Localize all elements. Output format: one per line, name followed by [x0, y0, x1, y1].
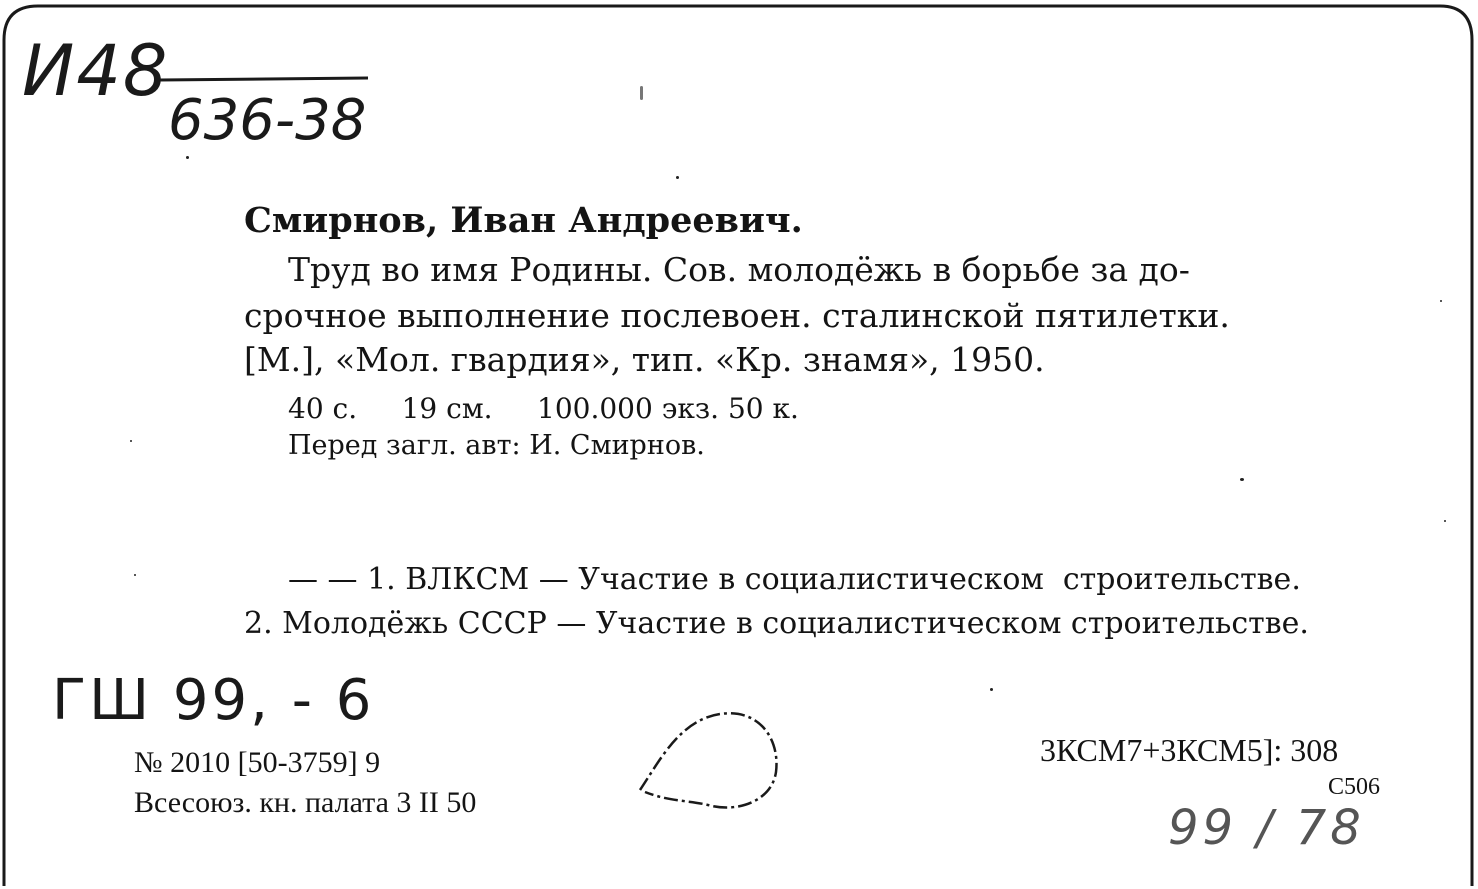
collation-line: 40 с. 19 см. 100.000 экз. 50 к. — [288, 392, 799, 425]
speck — [676, 176, 679, 179]
subject-line-1: — — 1. ВЛКСМ — Участие в социалистическом строительстве. — [288, 562, 1301, 597]
speck — [640, 86, 643, 100]
author-note-line: Перед загл. авт: И. Смирнов. — [288, 430, 705, 461]
speck — [1444, 520, 1446, 522]
speck — [1440, 300, 1442, 302]
fraction-bar — [160, 78, 368, 80]
call-number-fraction: 636-38 — [168, 88, 367, 153]
speck — [130, 440, 132, 442]
imprint-line: [М.], «Мол. гвардия», тип. «Кр. знамя», 1950. — [244, 340, 1045, 379]
shelf-mark: ГШ 99, - 6 — [52, 668, 375, 733]
record-number: № 2010 [50-3759] 9 — [134, 746, 381, 779]
author-heading: Смирнов, Иван Андреевич. — [244, 200, 803, 241]
handwritten-bottom-note: 99 / 78 — [1168, 800, 1365, 856]
speck — [186, 156, 189, 159]
speck — [134, 574, 136, 576]
speck — [990, 688, 993, 691]
speck — [1240, 478, 1244, 481]
stamp-mark — [640, 713, 777, 807]
subject-line-2: 2. Молодёжь СССР — Участие в социалистическом строительстве. — [244, 606, 1309, 641]
classification-sub: С506 — [1328, 774, 1381, 800]
classification-code: 3КСМ7+3КСМ5]: 308 — [1040, 732, 1339, 768]
title-line-2: срочное выполнение послевоен. сталинской пятилетки. — [244, 296, 1230, 335]
title-line-1: Труд во имя Родины. Сов. молодёжь в борьбе за до- — [288, 250, 1190, 289]
book-chamber-stamp: Всесоюз. кн. палата 3 II 50 — [134, 786, 477, 819]
call-number-code: И48 — [22, 30, 170, 112]
